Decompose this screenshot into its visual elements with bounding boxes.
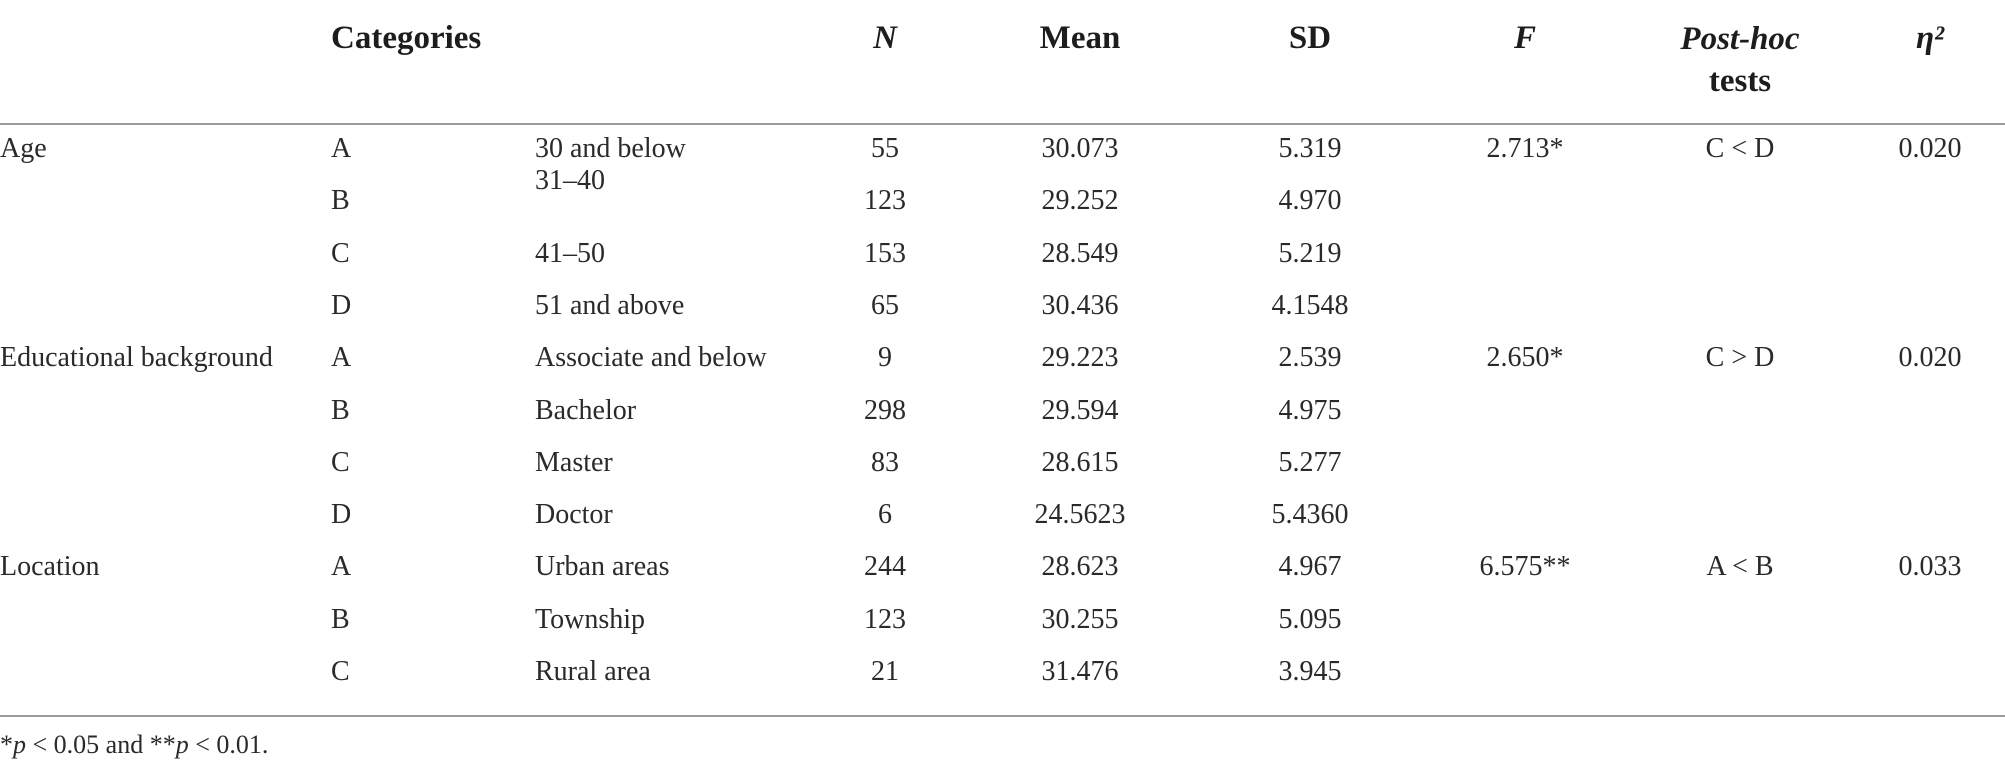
header-mean: Mean (1039, 20, 1121, 56)
footnote-text1: < 0.05 and ** (26, 730, 176, 759)
row-mean: 30.255 (1041, 603, 1119, 635)
row-mean: 28.615 (1041, 446, 1119, 478)
group-label: Location (0, 551, 100, 583)
row-code: B (331, 603, 350, 635)
row-sd: 5.219 (1278, 237, 1342, 269)
group-label: Educational background (0, 342, 273, 374)
row-label: 41–50 (535, 237, 605, 269)
f-value: 6.575** (1479, 551, 1571, 583)
row-sd: 4.967 (1278, 551, 1342, 583)
header-eta (1880, 18, 1980, 58)
row-label: 51 and above (535, 289, 685, 321)
row-n: 6 (878, 499, 892, 531)
footnote-star: * (0, 730, 13, 759)
row-label: 30 and below (535, 133, 686, 164)
row-code: D (331, 499, 352, 531)
footnote (0, 728, 268, 762)
row-n: 9 (878, 342, 892, 374)
row-mean: 30.436 (1041, 289, 1119, 321)
bottom-rule (0, 715, 2005, 717)
row-n: 298 (864, 394, 906, 426)
row-label: Urban areas (535, 551, 670, 583)
row-code: A (331, 133, 352, 164)
row-label: 31–40 (535, 165, 605, 197)
row-label: Township (535, 603, 646, 635)
header-f-text: F (1513, 20, 1536, 56)
row-code: A (331, 342, 352, 374)
header-posthoc (1640, 18, 1840, 102)
group-label: Age (0, 133, 47, 164)
row-code: D (331, 289, 352, 321)
header-rule (0, 123, 2005, 125)
header-categories: Categories (331, 20, 482, 56)
row-code: C (331, 446, 350, 478)
header-f (1485, 18, 1565, 58)
posthoc-value: C < D (1705, 133, 1775, 164)
header-eta-text: η² (1915, 20, 1944, 56)
row-n: 55 (871, 133, 899, 164)
header-n (845, 18, 925, 58)
row-n: 123 (864, 185, 906, 217)
row-n: 153 (864, 237, 906, 269)
posthoc-value: C > D (1705, 342, 1775, 374)
row-label: Associate and below (535, 342, 767, 374)
header-sd: SD (1288, 20, 1332, 56)
footnote-p2: p (175, 730, 189, 759)
row-code: B (331, 185, 350, 217)
f-value: 2.650* (1486, 342, 1564, 374)
header-posthoc-italic: Post-hoc (1680, 21, 1800, 57)
header-n-text: N (873, 20, 897, 56)
row-label: Master (535, 446, 613, 478)
row-n: 244 (864, 551, 906, 583)
row-n: 21 (871, 656, 899, 687)
row-code: C (331, 237, 350, 269)
row-mean: 24.5623 (1034, 499, 1126, 531)
row-sd: 5.319 (1278, 133, 1342, 164)
row-sd: 2.539 (1278, 342, 1342, 374)
row-sd: 4.970 (1278, 185, 1342, 217)
eta-value: 0.020 (1898, 133, 1962, 164)
row-mean: 28.549 (1041, 237, 1119, 269)
posthoc-value: A < B (1706, 551, 1774, 583)
row-sd: 4.975 (1278, 394, 1342, 426)
row-mean: 29.252 (1041, 185, 1119, 217)
row-label: Rural area (535, 656, 651, 687)
row-code: B (331, 394, 350, 426)
row-mean: 31.476 (1041, 656, 1119, 687)
row-code: A (331, 551, 352, 583)
f-value: 2.713* (1486, 133, 1564, 164)
row-sd: 5.277 (1278, 446, 1342, 478)
footnote-text2: < 0.01. (188, 730, 269, 759)
row-n: 123 (864, 603, 906, 635)
row-sd: 4.1548 (1271, 289, 1349, 321)
row-mean: 29.594 (1041, 394, 1119, 426)
row-n: 65 (871, 289, 899, 321)
eta-value: 0.020 (1898, 342, 1962, 374)
row-mean: 28.623 (1041, 551, 1119, 583)
row-sd: 5.095 (1278, 603, 1342, 635)
eta-value: 0.033 (1898, 551, 1962, 583)
row-mean: 29.223 (1041, 342, 1119, 374)
row-label: Bachelor (535, 394, 637, 426)
row-sd: 5.4360 (1271, 499, 1349, 531)
footnote-p1: p (13, 730, 26, 759)
row-sd: 3.945 (1278, 656, 1342, 687)
row-code: C (331, 656, 350, 687)
row-label: Doctor (535, 499, 613, 531)
row-n: 83 (871, 446, 899, 478)
header-posthoc-rest: tests (1708, 63, 1772, 99)
row-mean: 30.073 (1041, 133, 1119, 164)
